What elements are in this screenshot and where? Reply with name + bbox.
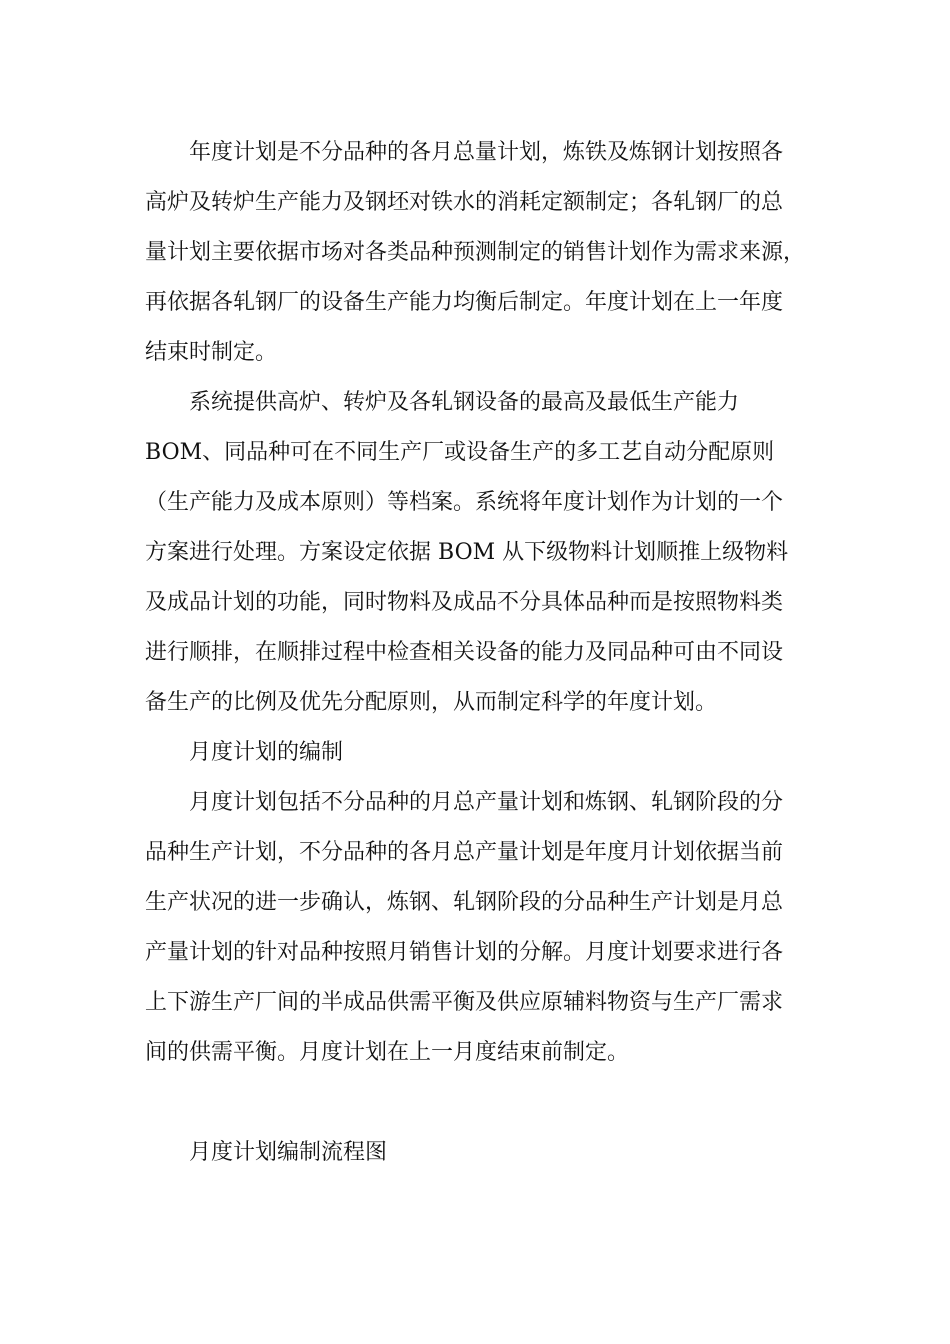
text-line: 结束时制定。 [145,340,278,365]
heading-text: 月度计划编制流程图 [189,1140,388,1165]
heading-text: 月度计划的编制 [189,740,344,765]
text-line: 产量计划的针对品种按照月销售计划的分解。月度计划要求进行各 [145,940,784,965]
text-line: 间的供需平衡。月度计划在上一月度结束前制定。 [145,1040,630,1065]
section-heading-flowchart [145,1128,817,1178]
text-line: （生产能力及成本原则）等档案。系统将年度计划作为计划的一个 [145,490,784,515]
paragraph-system-capabilities [145,378,817,728]
text-line: 再依据各轧钢厂的设备生产能力均衡后制定。年度计划在上一年度 [145,290,784,315]
text-line: 进行顺排，在顺排过程中检查相关设备的能力及同品种可由不同设 [145,640,784,665]
paragraph-annual-plan [145,128,817,378]
blank-line [145,1078,817,1128]
text-line: 备生产的比例及优先分配原则，从而制定科学的年度计划。 [145,690,718,715]
paragraph-monthly-plan [145,778,817,1078]
text-line: 品种生产计划，不分品种的各月总产量计划是年度月计划依据当前 [145,840,784,865]
document-body [145,128,817,1178]
text-line: 量计划主要依据市场对各类品种预测制定的销售计划作为需求来源， [145,240,806,265]
section-heading-monthly-plan [145,728,817,778]
text-line: 上下游生产厂间的半成品供需平衡及供应原辅料物资与生产厂需求 [145,990,784,1015]
text-line: 生产状况的进一步确认，炼钢、轧钢阶段的分品种生产计划是月总 [145,890,784,915]
text-line: 月度计划包括不分品种的月总产量计划和炼钢、轧钢阶段的分 [189,790,784,815]
text-line: 年度计划是不分品种的各月总量计划，炼铁及炼钢计划按照各 [189,140,784,165]
text-line: BOM、同品种可在不同生产厂或设备生产的多工艺自动分配原则 [145,440,775,465]
text-line: 系统提供高炉、转炉及各轧钢设备的最高及最低生产能力 [189,390,740,415]
text-line: 高炉及转炉生产能力及钢坯对铁水的消耗定额制定；各轧钢厂的总 [145,190,784,215]
text-line: 方案进行处理。方案设定依据 BOM 从下级物料计划顺推上级物料 [145,540,789,565]
text-line: 及成品计划的功能，同时物料及成品不分具体品种而是按照物料类 [145,590,784,615]
